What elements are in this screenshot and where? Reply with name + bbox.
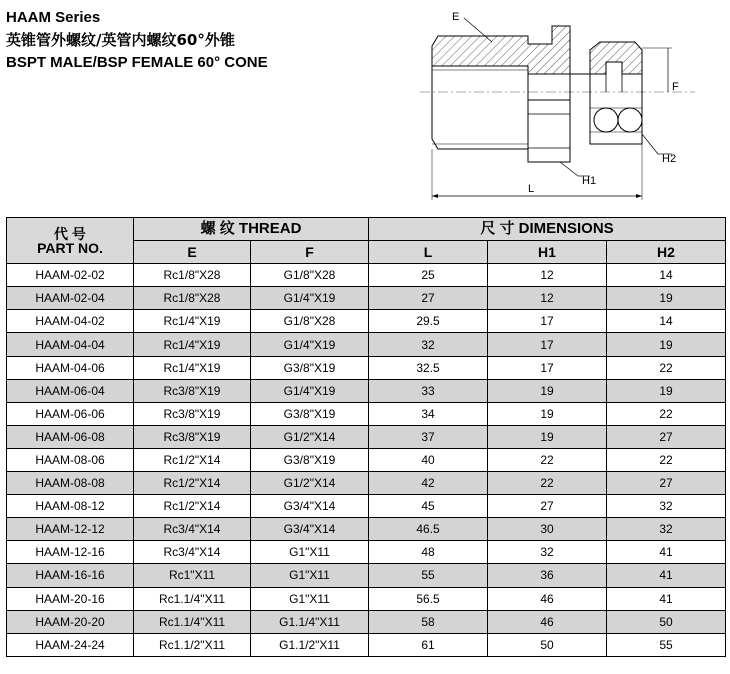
thread-f-cell: G1/4"X19 <box>251 287 369 310</box>
part-no-cell: HAAM-06-06 <box>7 402 134 425</box>
female-section <box>570 42 642 74</box>
thread-f-cell: G1"X11 <box>251 564 369 587</box>
thread-e-cell: Rc1.1/4"X11 <box>134 587 251 610</box>
dim-l-cell: 25 <box>369 264 488 287</box>
col-header-h1: H1 <box>488 241 607 264</box>
part-no-cell: HAAM-08-06 <box>7 448 134 471</box>
table-row <box>7 541 726 564</box>
label-h2: H2 <box>662 153 677 165</box>
part-no-cell: HAAM-24-24 <box>7 633 134 656</box>
thread-f-cell: G1"X11 <box>251 541 369 564</box>
dim-h1-cell: 50 <box>488 633 607 656</box>
dim-l-cell: 33 <box>369 379 488 402</box>
thread-e-cell: Rc1/8"X28 <box>134 264 251 287</box>
dim-h1-cell: 32 <box>488 541 607 564</box>
dim-h1-cell: 19 <box>488 402 607 425</box>
dim-h1-cell: 17 <box>488 333 607 356</box>
table-row <box>7 310 726 333</box>
dim-l-cell: 55 <box>369 564 488 587</box>
table-row <box>7 472 726 495</box>
dim-h1-cell: 30 <box>488 518 607 541</box>
part-no-cell: HAAM-08-12 <box>7 495 134 518</box>
hex-body <box>528 100 570 162</box>
dim-h1-cell: 27 <box>488 495 607 518</box>
thread-e-cell: Rc3/8"X19 <box>134 425 251 448</box>
series-title: HAAM Series <box>6 9 101 26</box>
part-no-cell: HAAM-04-02 <box>7 310 134 333</box>
dim-h1-cell: 19 <box>488 379 607 402</box>
label-f: F <box>672 81 679 93</box>
dim-h2-cell: 14 <box>607 264 726 287</box>
part-no-cell: HAAM-06-08 <box>7 425 134 448</box>
dim-h2-cell: 22 <box>607 402 726 425</box>
dim-l-cell: 61 <box>369 633 488 656</box>
dim-h1-cell: 22 <box>488 472 607 495</box>
thread-f-cell: G1"X11 <box>251 587 369 610</box>
thread-e-cell: Rc3/8"X19 <box>134 402 251 425</box>
thread-f-cell: G1/8"X28 <box>251 264 369 287</box>
dim-h2-cell: 19 <box>607 287 726 310</box>
col-header-e: E <box>134 241 251 264</box>
dim-h1-cell: 46 <box>488 587 607 610</box>
dim-h2-cell: 55 <box>607 633 726 656</box>
dim-h2-cell: 27 <box>607 425 726 448</box>
part-no-cell: HAAM-02-02 <box>7 264 134 287</box>
thread-f-cell: G1/2"X14 <box>251 472 369 495</box>
dim-l-cell: 32.5 <box>369 356 488 379</box>
fitting-drawing <box>410 4 700 209</box>
table-row <box>7 610 726 633</box>
thread-e-cell: Rc3/4"X14 <box>134 518 251 541</box>
thread-f-cell: G1/4"X19 <box>251 379 369 402</box>
table-row <box>7 448 726 471</box>
label-l: L <box>528 183 535 195</box>
thread-f-cell: G1/8"X28 <box>251 310 369 333</box>
thread-e-cell: Rc1/8"X28 <box>134 287 251 310</box>
part-no-cell: HAAM-12-12 <box>7 518 134 541</box>
thread-e-cell: Rc1/4"X19 <box>134 333 251 356</box>
dim-h1-cell: 22 <box>488 448 607 471</box>
thread-e-cell: Rc1"X11 <box>134 564 251 587</box>
col-header-l: L <box>369 241 488 264</box>
table-row <box>7 564 726 587</box>
dim-h2-cell: 32 <box>607 518 726 541</box>
table-row <box>7 333 726 356</box>
dim-h2-cell: 14 <box>607 310 726 333</box>
dim-h1-cell: 17 <box>488 310 607 333</box>
chinese-title: 英锥管外螺纹/英管内螺纹60°外锥 <box>6 31 235 49</box>
part-no-header-en: PART NO. <box>37 239 103 256</box>
part-no-cell: HAAM-04-04 <box>7 333 134 356</box>
part-no-cell: HAAM-20-20 <box>7 610 134 633</box>
dim-h2-cell: 50 <box>607 610 726 633</box>
dim-h1-cell: 36 <box>488 564 607 587</box>
dim-l-cell: 37 <box>369 425 488 448</box>
part-no-cell: HAAM-20-16 <box>7 587 134 610</box>
dim-h1-cell: 19 <box>488 425 607 448</box>
thread-e-cell: Rc1/4"X19 <box>134 356 251 379</box>
table-row <box>7 633 726 656</box>
dim-h2-cell: 32 <box>607 495 726 518</box>
part-no-cell: HAAM-12-16 <box>7 541 134 564</box>
table-row <box>7 518 726 541</box>
dim-h2-cell: 41 <box>607 587 726 610</box>
male-section <box>432 26 570 74</box>
dim-l-cell: 48 <box>369 541 488 564</box>
label-e: E <box>452 11 460 23</box>
thread-e-cell: Rc1/2"X14 <box>134 448 251 471</box>
thread-e-cell: Rc3/8"X19 <box>134 379 251 402</box>
dim-h1-cell: 46 <box>488 610 607 633</box>
thread-f-cell: G1/2"X14 <box>251 425 369 448</box>
part-no-cell: HAAM-02-04 <box>7 287 134 310</box>
part-no-cell: HAAM-16-16 <box>7 564 134 587</box>
part-no-cell: HAAM-06-04 <box>7 379 134 402</box>
thread-f-cell: G1.1/2"X11 <box>251 633 369 656</box>
dim-h1-cell: 17 <box>488 356 607 379</box>
dim-l-cell: 40 <box>369 448 488 471</box>
table-row <box>7 264 726 287</box>
dim-l-cell: 56.5 <box>369 587 488 610</box>
dim-h2-cell: 41 <box>607 564 726 587</box>
dim-h2-cell: 19 <box>607 333 726 356</box>
table-row <box>7 402 726 425</box>
part-no-cell: HAAM-04-06 <box>7 356 134 379</box>
table-row <box>7 287 726 310</box>
table-row <box>7 379 726 402</box>
dim-l-cell: 34 <box>369 402 488 425</box>
thread-e-cell: Rc1/2"X14 <box>134 495 251 518</box>
col-header-f: F <box>251 241 369 264</box>
dim-h2-cell: 22 <box>607 356 726 379</box>
thread-e-cell: Rc3/4"X14 <box>134 541 251 564</box>
title-block <box>6 8 268 74</box>
thread-f-cell: G3/8"X19 <box>251 356 369 379</box>
thread-f-cell: G3/4"X14 <box>251 518 369 541</box>
dim-l-cell: 27 <box>369 287 488 310</box>
dim-l-cell: 42 <box>369 472 488 495</box>
table-row <box>7 356 726 379</box>
table-row <box>7 495 726 518</box>
part-no-cell: HAAM-08-08 <box>7 472 134 495</box>
thread-f-cell: G1.1/4"X11 <box>251 610 369 633</box>
spec-table <box>6 217 726 657</box>
thread-f-cell: G3/8"X19 <box>251 402 369 425</box>
thread-header: 螺 纹 THREAD <box>134 218 369 241</box>
thread-f-cell: G3/8"X19 <box>251 448 369 471</box>
dim-h2-cell: 41 <box>607 541 726 564</box>
dim-l-cell: 58 <box>369 610 488 633</box>
thread-f-cell: G1/4"X19 <box>251 333 369 356</box>
col-header-h2: H2 <box>607 241 726 264</box>
dim-h1-cell: 12 <box>488 287 607 310</box>
thread-e-cell: Rc1.1/2"X11 <box>134 633 251 656</box>
table-row <box>7 587 726 610</box>
dim-h1-cell: 12 <box>488 264 607 287</box>
thread-e-cell: Rc1.1/4"X11 <box>134 610 251 633</box>
thread-e-cell: Rc1/4"X19 <box>134 310 251 333</box>
dim-l-cell: 32 <box>369 333 488 356</box>
dimensions-header: 尺 寸 DIMENSIONS <box>369 218 726 241</box>
thread-f-cell: G3/4"X14 <box>251 495 369 518</box>
dim-l-cell: 29.5 <box>369 310 488 333</box>
dim-l-cell: 46.5 <box>369 518 488 541</box>
thread-e-cell: Rc1/2"X14 <box>134 472 251 495</box>
part-no-header-cn: 代 号 <box>54 225 86 242</box>
dim-h2-cell: 22 <box>607 448 726 471</box>
table-row <box>7 425 726 448</box>
label-h1: H1 <box>582 175 597 187</box>
english-title: BSPT MALE/BSP FEMALE 60° CONE <box>6 54 268 71</box>
dim-h2-cell: 19 <box>607 379 726 402</box>
dim-h2-cell: 27 <box>607 472 726 495</box>
dim-l-cell: 45 <box>369 495 488 518</box>
part-no-header <box>7 218 134 264</box>
